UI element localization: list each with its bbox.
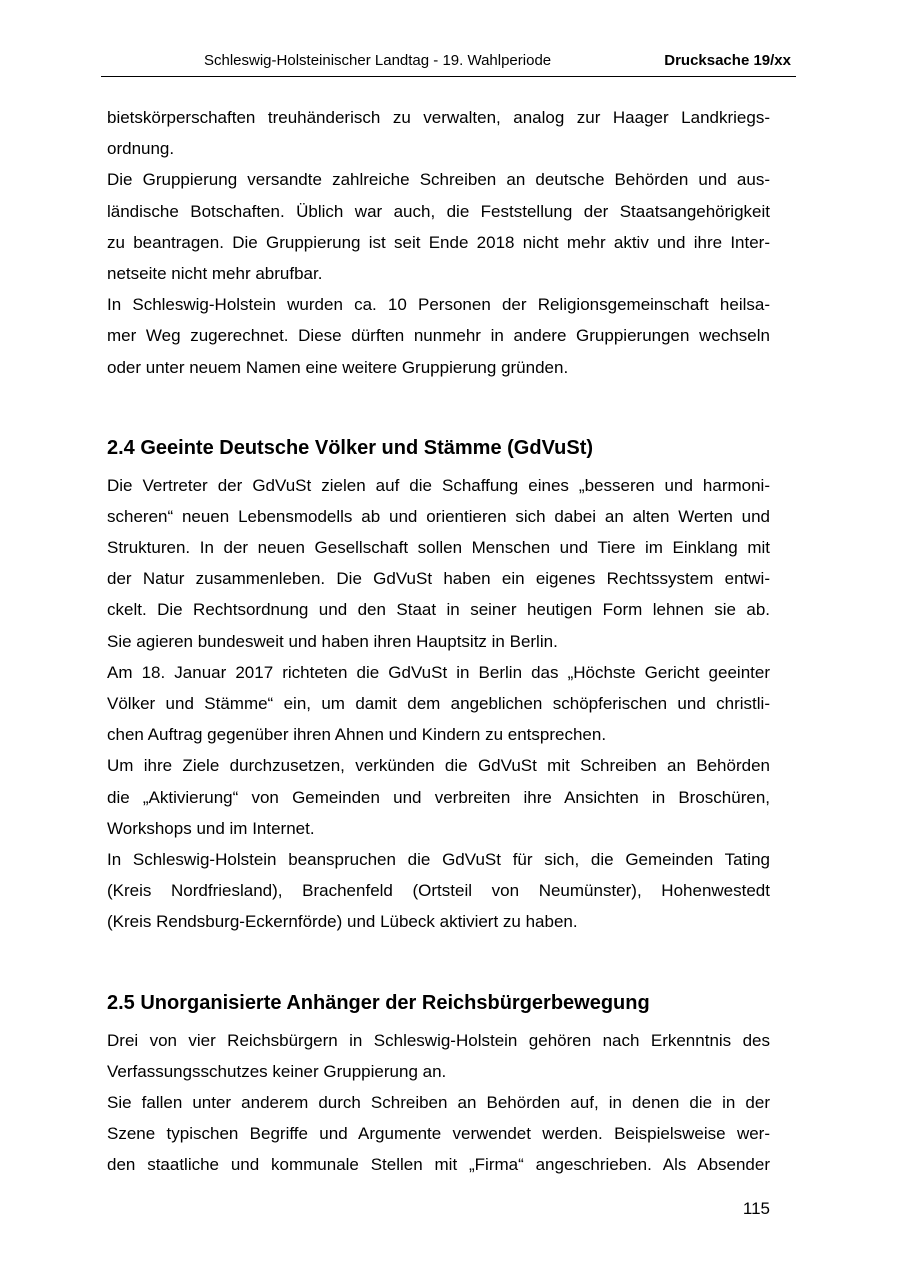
text-line: Die Vertreter der GdVuSt zielen auf die Schaffung eines „besseren und harmoni- bbox=[107, 475, 770, 495]
text-line: mer Weg zugerechnet. Diese dürften nunmehr in andere Gruppierungen wechseln bbox=[107, 326, 770, 346]
text-line: Völker und Stämme“ ein, um damit dem angeblichen schöpferischen und christli- bbox=[107, 694, 770, 713]
document-number: Drucksache 19/xx bbox=[664, 52, 791, 69]
text-line: zu beantragen. Die Gruppierung ist seit Ende 2018 nicht mehr aktiv und ihre Inter- bbox=[107, 232, 770, 252]
page-content bbox=[107, 102, 770, 1180]
text-line: Workshops und im Internet. bbox=[107, 818, 315, 838]
text-line: Verfassungsschutzes keiner Gruppierung an. bbox=[107, 1061, 447, 1081]
intro-paragraphs bbox=[107, 102, 770, 383]
section-2-5-body bbox=[107, 1025, 770, 1181]
header-title: Schleswig-Holsteinischer Landtag - 19. Wahlperiode bbox=[204, 52, 552, 69]
text-line: (Kreis Rendsburg-Eckernförde) und Lübeck aktiviert zu haben. bbox=[107, 912, 578, 932]
text-line: der Natur zusammenleben. Die GdVuSt haben ein eigenes Rechtssystem entwi- bbox=[107, 569, 770, 589]
text-line: scheren“ neuen Lebensmodells ab und orientieren sich dabei an alten Werten und bbox=[107, 506, 770, 526]
text-line: chen Auftrag gegenüber ihren Ahnen und Kindern zu entsprechen. bbox=[107, 725, 607, 745]
text-line: ländische Botschaften. Üblich war auch, die Feststellung der Staatsangehörigkeit bbox=[107, 201, 770, 221]
text-line: ordnung. bbox=[107, 139, 175, 159]
text-line: Um ihre Ziele durchzusetzen, verkünden die GdVuSt mit Schreiben an Behörden bbox=[107, 756, 770, 776]
text-line: Am 18. Januar 2017 richteten die GdVuSt in Berlin das „Höchste Gericht geeinter bbox=[107, 662, 770, 682]
text-line: den staatliche und kommunale Stellen mit „Firma“ angeschrieben. Als Absender bbox=[107, 1155, 770, 1175]
page-number: 115 bbox=[742, 1199, 770, 1218]
text-line: oder unter neuem Namen eine weitere Gruppierung gründen. bbox=[107, 357, 569, 377]
text-line: netseite nicht mehr abrufbar. bbox=[107, 263, 323, 283]
text-line: In Schleswig-Holstein beanspruchen die GdVuSt für sich, die Gemeinden Tating bbox=[107, 849, 770, 869]
section-2-4-body bbox=[107, 470, 770, 938]
text-line: Strukturen. In der neuen Gesellschaft sollen Menschen und Tiere im Einklang mit bbox=[107, 538, 770, 558]
section-heading-2-4: 2.4 Geeinte Deutsche Völker und Stämme (GdVuSt) bbox=[107, 436, 594, 459]
text-line: Sie fallen unter anderem durch Schreiben an Behörden auf, in denen die in der bbox=[107, 1092, 770, 1112]
text-line: In Schleswig-Holstein wurden ca. 10 Personen der Religionsgemeinschaft heilsa- bbox=[107, 295, 770, 315]
text-line: die „Aktivierung“ von Gemeinden und verbreiten ihre Ansichten in Broschüren, bbox=[107, 787, 770, 807]
text-line: ckelt. Die Rechtsordnung und den Staat in seiner heutigen Form lehnen sie ab. bbox=[107, 600, 770, 620]
text-line: (Kreis Nordfriesland), Brachenfeld (Ortsteil von Neumünster), Hohenwestedt bbox=[107, 881, 770, 901]
text-line: bietskörperschaften treuhänderisch zu verwalten, analog zur Haager Landkriegs- bbox=[107, 108, 770, 127]
text-line: Drei von vier Reichsbürgern in Schleswig-Holstein gehören nach Erkenntnis des bbox=[107, 1030, 770, 1050]
page-header bbox=[101, 52, 796, 77]
text-line: Die Gruppierung versandte zahlreiche Schreiben an deutsche Behörden und aus- bbox=[107, 170, 770, 190]
text-line: Sie agieren bundesweit und haben ihren Hauptsitz in Berlin. bbox=[107, 631, 558, 651]
section-heading-2-5: 2.5 Unorganisierte Anhänger der Reichsbürgerbewegung bbox=[107, 991, 650, 1014]
text-line: Szene typischen Begriffe und Argumente verwendet werden. Beispielsweise wer- bbox=[107, 1124, 770, 1144]
